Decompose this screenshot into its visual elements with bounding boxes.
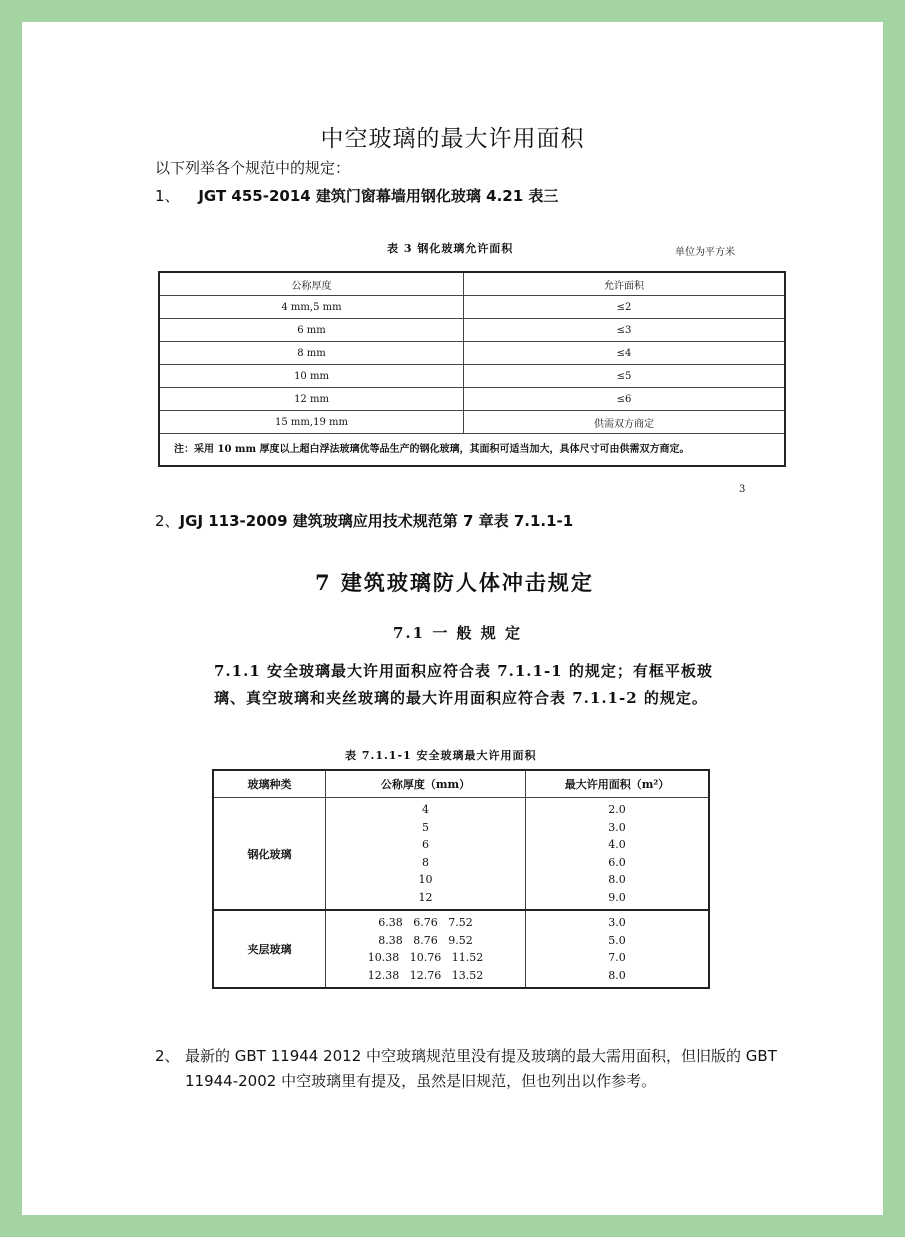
area-value: 8.0 [608,968,626,982]
header-max-area: 最大许用面积（m²） [526,770,710,798]
safety-glass-area-table [212,769,710,989]
tempered-glass-area-table [158,271,786,467]
thickness-value: 5 [422,820,429,834]
page-number: 3 [739,484,746,495]
item-3 [155,1044,795,1094]
table1-caption: 表 3 钢化玻璃允许面积 [387,242,514,255]
item-2-text: JGJ 113-2009 建筑玻璃应用技术规范第 7 章表 7.1.1-1 [179,512,574,530]
header-area: 允许面积 [464,272,786,296]
thickness-cell: 12 mm [159,388,464,411]
area-cell: 供需双方商定 [464,411,786,434]
item-1 [155,185,558,206]
thickness-cell: 8 mm [159,342,464,365]
area-value: 3.0 [608,820,626,834]
thickness-value: 4 [422,803,429,816]
area-value: 9.0 [608,890,626,904]
area-cell: ≤2 [464,296,786,319]
table-row [159,365,785,388]
table2-caption: 表 7.1.1-1 安全玻璃最大许用面积 [345,749,537,762]
thickness-cell: 15 mm,19 mm [159,411,464,434]
item-2-number: 2、 [155,512,180,530]
table1-note: 注：采用 10 mm 厚度以上超白浮法玻璃优等品生产的钢化玻璃，其面积可适当加大，具体尺寸可由供需双方商定。 [159,434,785,467]
table-row [159,388,785,411]
item-3-text: 最新的 GBT 11944 2012 中空玻璃规范里没有提及玻璃的最大需用面积，但旧版的 GBT 11944-2002 中空玻璃里有提及，虽然是旧规范，但也列出以作参考。 [185,1047,777,1090]
item-1-number: 1、 [155,187,180,205]
area-cell: ≤6 [464,388,786,411]
thickness-cell: 4 mm,5 mm [159,296,464,319]
thickness-value: 6.38 6.76 7.52 [378,916,473,929]
area-list [526,910,710,988]
thickness-value: 8 [422,855,429,869]
header-thickness: 公称厚度 [159,272,464,296]
table-row [159,319,785,342]
area-value: 6.0 [608,855,626,869]
thickness-value: 6 [422,838,429,851]
area-value: 5.0 [608,933,626,947]
area-cell: ≤5 [464,365,786,388]
area-value: 4.0 [608,838,626,851]
thickness-value: 12 [418,890,433,904]
item-3-number: 2、 [155,1047,180,1065]
glass-type-cell: 夹层玻璃 [213,910,326,988]
thickness-list [326,910,526,988]
area-list [526,798,710,911]
table-header-row [213,770,709,798]
area-cell: ≤4 [464,342,786,365]
area-value: 3.0 [608,916,626,929]
chapter-heading: 7 建筑玻璃防人体冲击规定 [315,570,594,595]
table1-unit: 单位为平方米 [675,247,735,258]
thickness-list [326,798,526,911]
area-value: 7.0 [608,951,626,964]
header-thickness: 公称厚度（mm） [326,770,526,798]
area-value: 8.0 [608,873,626,886]
item-1-text: JGT 455-2014 建筑门窗幕墙用钢化玻璃 4.21 表三 [198,187,559,205]
table-row [159,411,785,434]
header-glass-type: 玻璃种类 [213,770,326,798]
thickness-value: 10.38 10.76 11.52 [367,951,484,964]
table-note-row [159,434,785,467]
glass-type-cell: 钢化玻璃 [213,798,326,911]
thickness-value: 10 [418,873,433,886]
thickness-value: 8.38 8.76 9.52 [378,933,473,947]
area-value: 2.0 [608,803,626,816]
intro-text: 以下列举各个规范中的规定： [155,159,351,177]
thickness-cell: 6 mm [159,319,464,342]
table-row-laminated [213,910,709,988]
thickness-cell: 10 mm [159,365,464,388]
document-title: 中空玻璃的最大许用面积 [320,126,585,152]
table-header-row [159,272,785,296]
table-row-tempered [213,798,709,911]
table-row [159,342,785,365]
area-cell: ≤3 [464,319,786,342]
item-2 [155,510,573,531]
table-row [159,296,785,319]
clause-paragraph: 7.1.1 安全玻璃最大许用面积应符合表 7.1.1-1 的规定；有框平板玻璃、真空玻璃和夹丝玻璃的最大许用面积应符合表 7.1.1-2 的规定。 [214,662,713,707]
section-heading: 7.1 一 般 规 定 [393,624,522,642]
thickness-value: 12.38 12.76 13.52 [367,968,484,982]
document-page [22,22,883,1215]
